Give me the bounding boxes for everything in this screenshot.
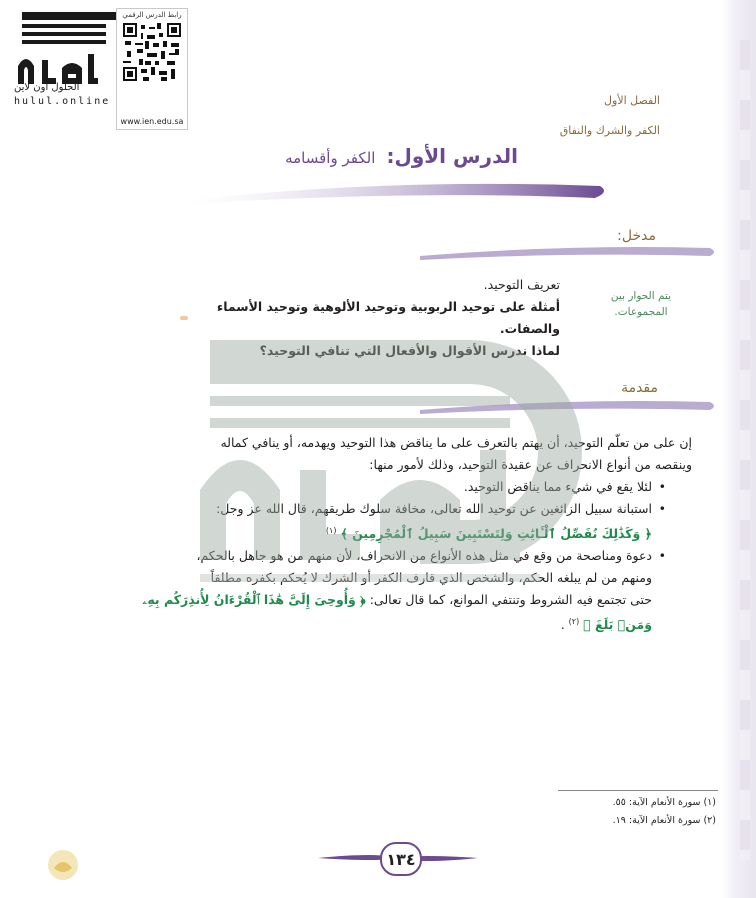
quran-verse: وَمَنۢ بَلَغَ ﴾ <box>583 617 652 633</box>
footnote-ref: (١) <box>325 526 337 535</box>
page-number: ١٣٤ <box>380 842 422 876</box>
bullet-item <box>52 476 652 498</box>
lesson-label: الدرس الأول: <box>386 144 518 168</box>
qr-url[interactable]: www.ien.edu.sa <box>120 117 184 126</box>
preface-paragraph: وينقصه من أنواع الانحراف عن عقيدة التوحيد، وذلك لأمور منها: <box>369 457 692 472</box>
bullet-text: حتى تجتمع فيه الشروط وتنتفي الموانع، كما قال تعالى: <box>369 592 652 608</box>
preface-heading: مقدمة <box>621 380 658 396</box>
lesson-heading <box>285 144 518 168</box>
footnote-ref: (٢) <box>568 617 580 627</box>
verse-line: وَمَنۢ بَلَغَ ﴾ $^{(٢)}$ . <box>560 617 652 633</box>
qr-code-card[interactable] <box>116 8 188 130</box>
section-swoosh-decoration <box>420 238 720 264</box>
intro-side-note: يتم الحوار بين المجموعات. <box>610 290 672 318</box>
footnote: (١) سورة الأنعام الآية: ٥٥. <box>612 797 716 808</box>
bullet-text: استبانة سبيل الزائغين عن توحيد الله تعالى، مخافة سلوك طريقهم، قال الله عز وجل: <box>216 501 652 516</box>
bullet-continuation <box>52 589 652 611</box>
bullet-text: لئلا يقع في شيء مما يناقض التوحيد. <box>463 479 652 494</box>
section-swoosh-decoration <box>420 392 720 418</box>
preface-body <box>52 432 692 636</box>
publisher-logo-icon <box>46 848 80 882</box>
watermark-tagline: الحلول اون لاين <box>14 82 80 93</box>
intro-item: أمثلة على توحيد الربوبية وتوحيد الألوهية وتوحيد الأسماء والصفات. <box>216 299 560 336</box>
bullet-text: دعوة ومناصحة من وقع في مثل هذه الأنواع من الانحراف، لأن منهم من هو جاهل بالحكم، <box>196 548 652 564</box>
bullet-item <box>52 545 652 567</box>
chapter-subtitle: الكفر والشرك والنفاق <box>559 124 660 137</box>
qr-code-icon <box>123 23 181 81</box>
intro-marker-decoration <box>180 316 188 320</box>
page-edge-decoration <box>722 0 756 898</box>
quran-verse: ﴿ وَأُوحِىَ إِلَىَّ هَٰذَا ٱلْقُرْءَانُ لِأُنذِرَكُم بِهِۦ <box>142 592 366 608</box>
chapter-title: الفصل الأول <box>604 94 660 107</box>
quran-verse: ﴿ وَكَذَٰلِكَ نُفَصِّلُ ٱلْـَٔايَٰتِ وَلِتَسْتَبِينَ سَبِيلُ ٱلْمُجْرِمِينَ ﴾ <box>340 526 652 542</box>
intro-item: تعريف التوحيد. <box>483 277 560 292</box>
bullet-continuation: ومنهم من لم يبلغه الحكم، والشخص الذي قارف الكفر أو الشرك لا يُحكم بكفره مطلقاً <box>210 570 652 586</box>
intro-heading: مدخل: <box>617 228 656 244</box>
bullet-item <box>52 498 652 520</box>
preface-paragraph: إن على من تعلّم التوحيد، أن يهتم بالتعرف على ما يناقض هذا التوحيد ويهدمه، أو ينافي كماله <box>220 435 692 450</box>
footnote-divider <box>558 790 718 791</box>
footnote: (٢) سورة الأنعام الآية: ١٩. <box>612 815 716 826</box>
verse-line <box>52 520 652 545</box>
lesson-title: الكفر وأقسامه <box>285 149 376 167</box>
title-swoosh-decoration <box>190 172 610 212</box>
qr-label: رابط الدرس الرقمي <box>122 11 182 19</box>
intro-item: لماذا ندرس الأقوال والأفعال التي تنافي التوحيد؟ <box>259 343 560 358</box>
watermark-url: hulul.online <box>14 96 111 107</box>
intro-list <box>180 274 560 362</box>
